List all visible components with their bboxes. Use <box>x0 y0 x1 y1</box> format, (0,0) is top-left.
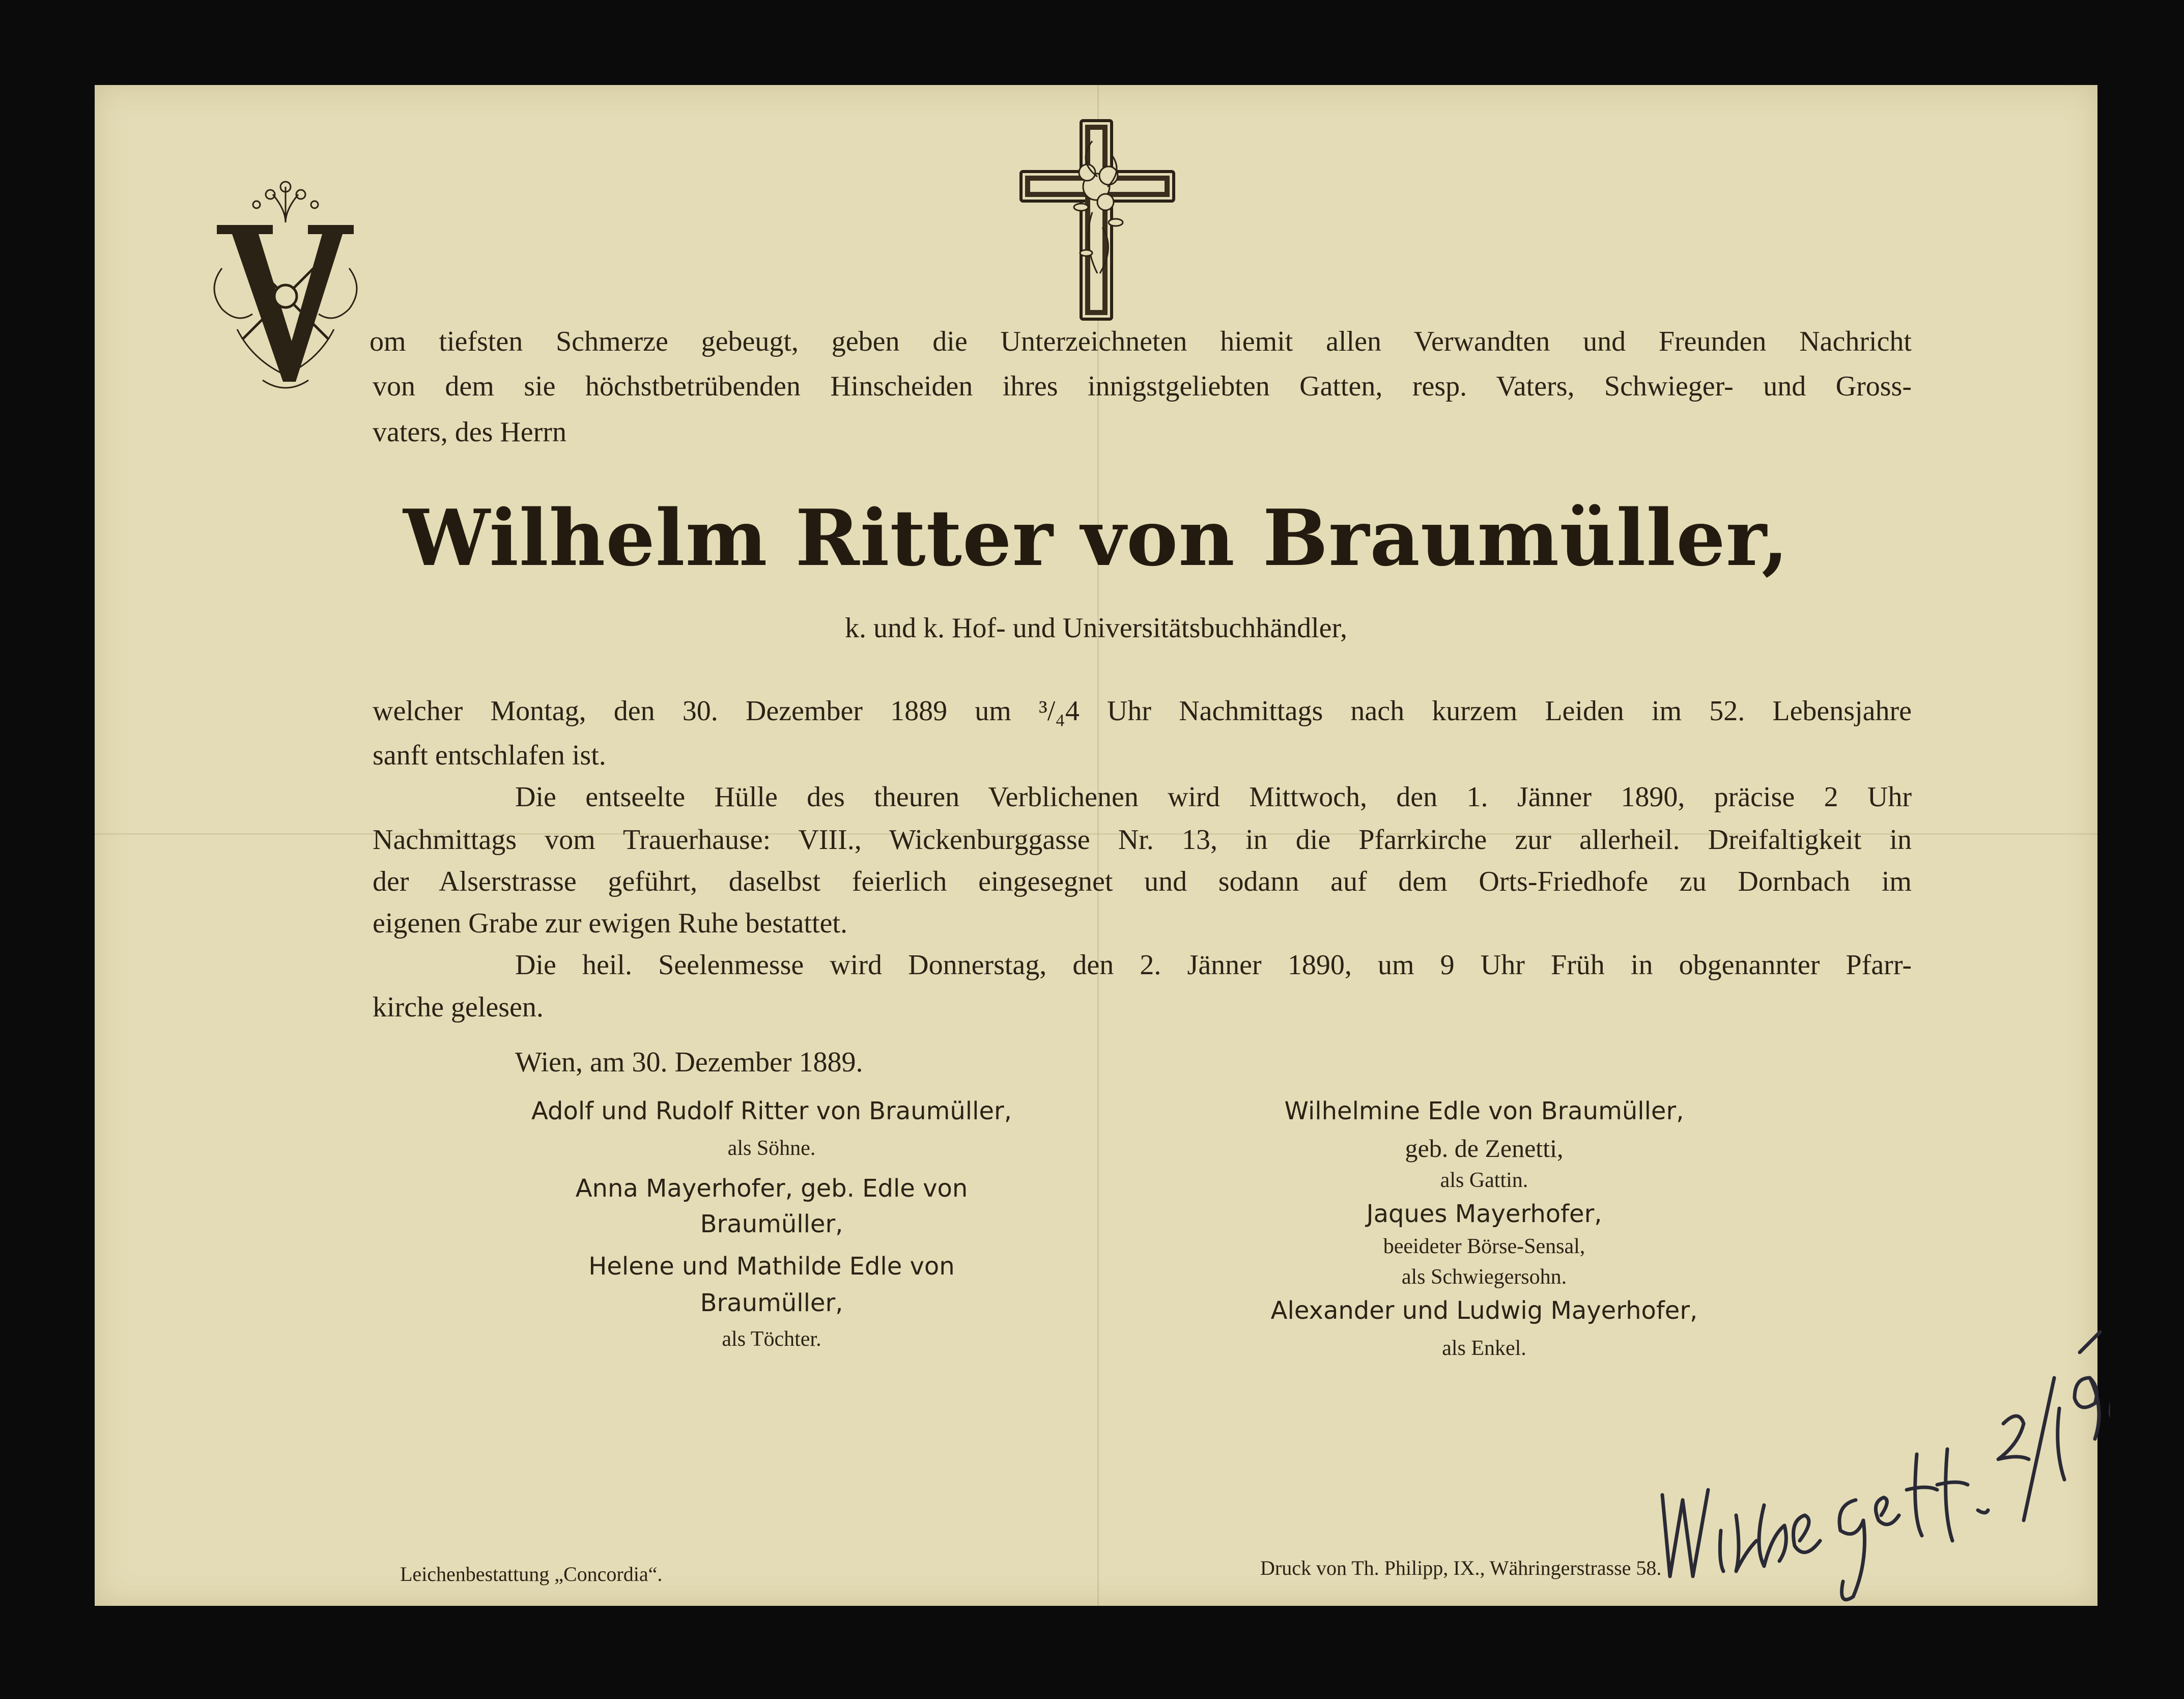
signatory-daughter-anna-surname: Braumüller, <box>700 1210 843 1238</box>
death-line-2: sanft entschlafen ist. <box>373 740 606 771</box>
intro-line-2: von dem sie höchstbetrübenden Hinscheiden ihres innigstgeliebten Gatten, resp. Vaters, Schwieger- und Gross- <box>373 371 1912 402</box>
deceased-profession: k. und k. Hof- und Universitätsbuchhändler, <box>845 612 1347 644</box>
place-date: Wien, am 30. Dezember 1889. <box>515 1046 863 1078</box>
footer-undertaker: Leichenbestattung „Concordia“. <box>400 1563 663 1585</box>
funeral-line-4: eigenen Grabe zur ewigen Ruhe bestattet. <box>373 908 847 939</box>
ornamental-initial-v-icon <box>202 177 370 411</box>
signatory-widow-role: als Gattin. <box>1440 1169 1528 1192</box>
intro-line-3: vaters, des Herrn <box>373 416 566 448</box>
deceased-name: Wilhelm Ritter von Braumüller, <box>403 492 1789 583</box>
signatory-son-in-law-role: als Schwiegersohn. <box>1401 1265 1567 1289</box>
signatory-grandsons-role: als Enkel. <box>1442 1337 1526 1360</box>
intro-line-1: om tiefsten Schmerze gebeugt, geben die Unterzeichneten hiemit allen Verwandten und Freunden Nachricht <box>370 326 1912 357</box>
mass-line-1: Die heil. Seelenmesse wird Donnerstag, den 2. Jänner 1890, um 9 Uhr Früh in obgenannter Pfarr- <box>515 949 1912 981</box>
obituary-sheet <box>95 85 2097 1606</box>
signatory-widow: Wilhelmine Edle von Braumüller, <box>1284 1097 1684 1125</box>
signatory-daughters: Helene und Mathilde Edle von <box>588 1252 955 1281</box>
signatory-daughters-surname: Braumüller, <box>700 1289 843 1317</box>
floral-cross-icon <box>1016 110 1179 329</box>
handwritten-annotation <box>1652 1276 2110 1607</box>
signatory-widow-birth: geb. de Zenetti, <box>1405 1134 1564 1163</box>
signatory-sons: Adolf und Rudolf Ritter von Braumüller, <box>531 1097 1012 1125</box>
death-line-1: welcher Montag, den 30. Dezember 1889 um ³/₄4 Uhr Nachmittags nach kurzem Leiden im 52. Lebensjahre <box>373 695 1912 727</box>
funeral-line-3: der Alserstrasse geführt, daselbst feierlich eingesegnet und sodann auf dem Orts-Friedhofe zu Dornbach im <box>373 866 1912 897</box>
signatory-daughters-role: als Töchter. <box>722 1327 821 1351</box>
footer-printer: Druck von Th. Philipp, IX., Währingerstrasse 58. <box>1260 1556 1662 1579</box>
signatory-grandsons: Alexander und Ludwig Mayerhofer, <box>1270 1296 1698 1325</box>
funeral-line-2: Nachmittags vom Trauerhause: VIII., Wickenburggasse Nr. 13, in die Pfarrkirche zur allerheil. Dreifaltigkeit in <box>373 824 1912 856</box>
mass-line-2: kirche gelesen. <box>373 992 544 1023</box>
signatory-son-in-law-title: beeideter Börse-Sensal, <box>1383 1235 1585 1258</box>
signatory-daughter-anna: Anna Mayerhofer, geb. Edle von <box>575 1174 968 1203</box>
signatory-son-in-law: Jaques Mayerhofer, <box>1366 1200 1602 1228</box>
funeral-line-1: Die entseelte Hülle des theuren Verblichenen wird Mittwoch, den 1. Jänner 1890, präcise 2 Uhr <box>515 781 1912 813</box>
signatory-sons-role: als Söhne. <box>727 1137 816 1160</box>
